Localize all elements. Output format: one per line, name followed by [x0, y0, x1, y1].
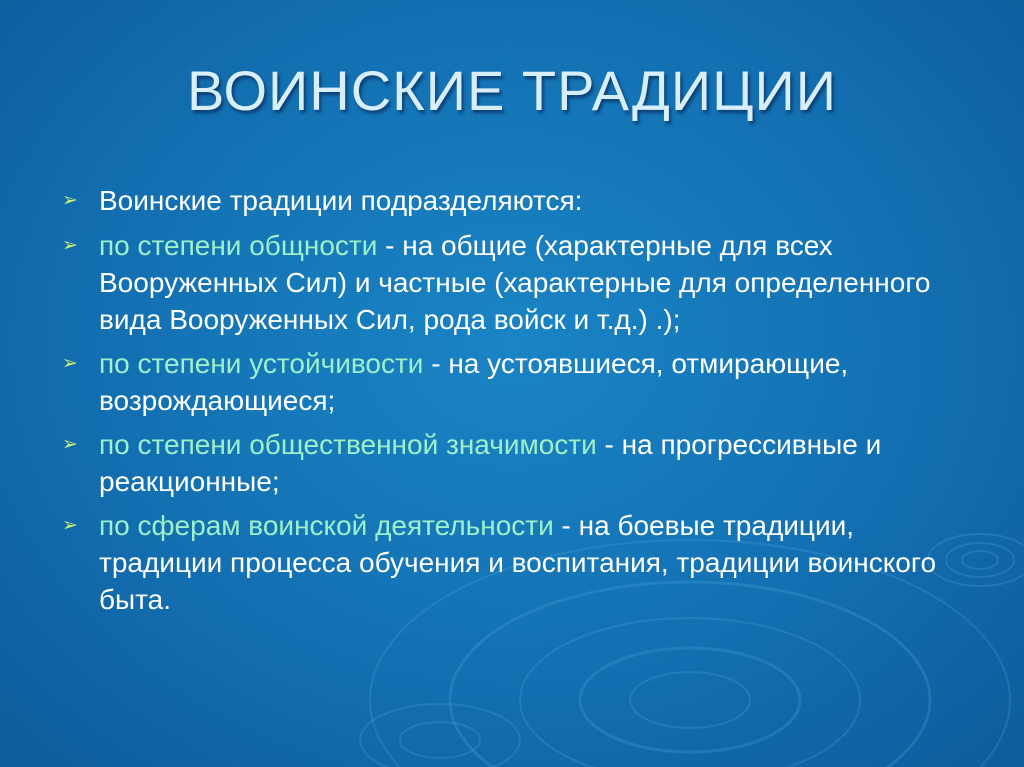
bullet-highlight: по сферам воинской деятельности — [99, 510, 554, 541]
bullet-item — [62, 227, 962, 338]
bullet-highlight: по степени общности — [99, 230, 378, 261]
arrow-bullet-icon: ➢ — [62, 235, 78, 256]
bullet-item — [62, 507, 962, 618]
bullet-item — [62, 345, 962, 419]
bullet-text: - на боевые традиции, традиции процесса обучения и воспитания, традиции воинского быта. — [99, 510, 937, 615]
bullet-text: Воинские традиции подразделяются: — [99, 185, 583, 216]
arrow-bullet-icon: ➢ — [62, 515, 78, 536]
bullet-highlight: по степени общественной значимости — [99, 429, 597, 460]
arrow-bullet-icon: ➢ — [62, 353, 78, 374]
bullet-text: - на прогрессивные и реакционные; — [99, 429, 882, 497]
slide-title: ВОИНСКИЕ ТРАДИЦИИ — [186, 59, 838, 122]
bullet-highlight: по степени устойчивости — [99, 348, 424, 379]
bullet-list — [62, 182, 962, 625]
arrow-bullet-icon: ➢ — [62, 434, 78, 455]
bullet-item — [62, 182, 962, 219]
bullet-item — [62, 426, 962, 500]
bullet-text: - на общие (характерные для всех Вооруженных Сил) и частные (характерные для определенного вида Вооруженных Сил, рода войск и т.д.) .); — [99, 230, 931, 335]
bullet-text: - на устоявшиеся, отмирающие, возрождающиеся; — [99, 348, 849, 416]
arrow-bullet-icon: ➢ — [62, 190, 78, 211]
